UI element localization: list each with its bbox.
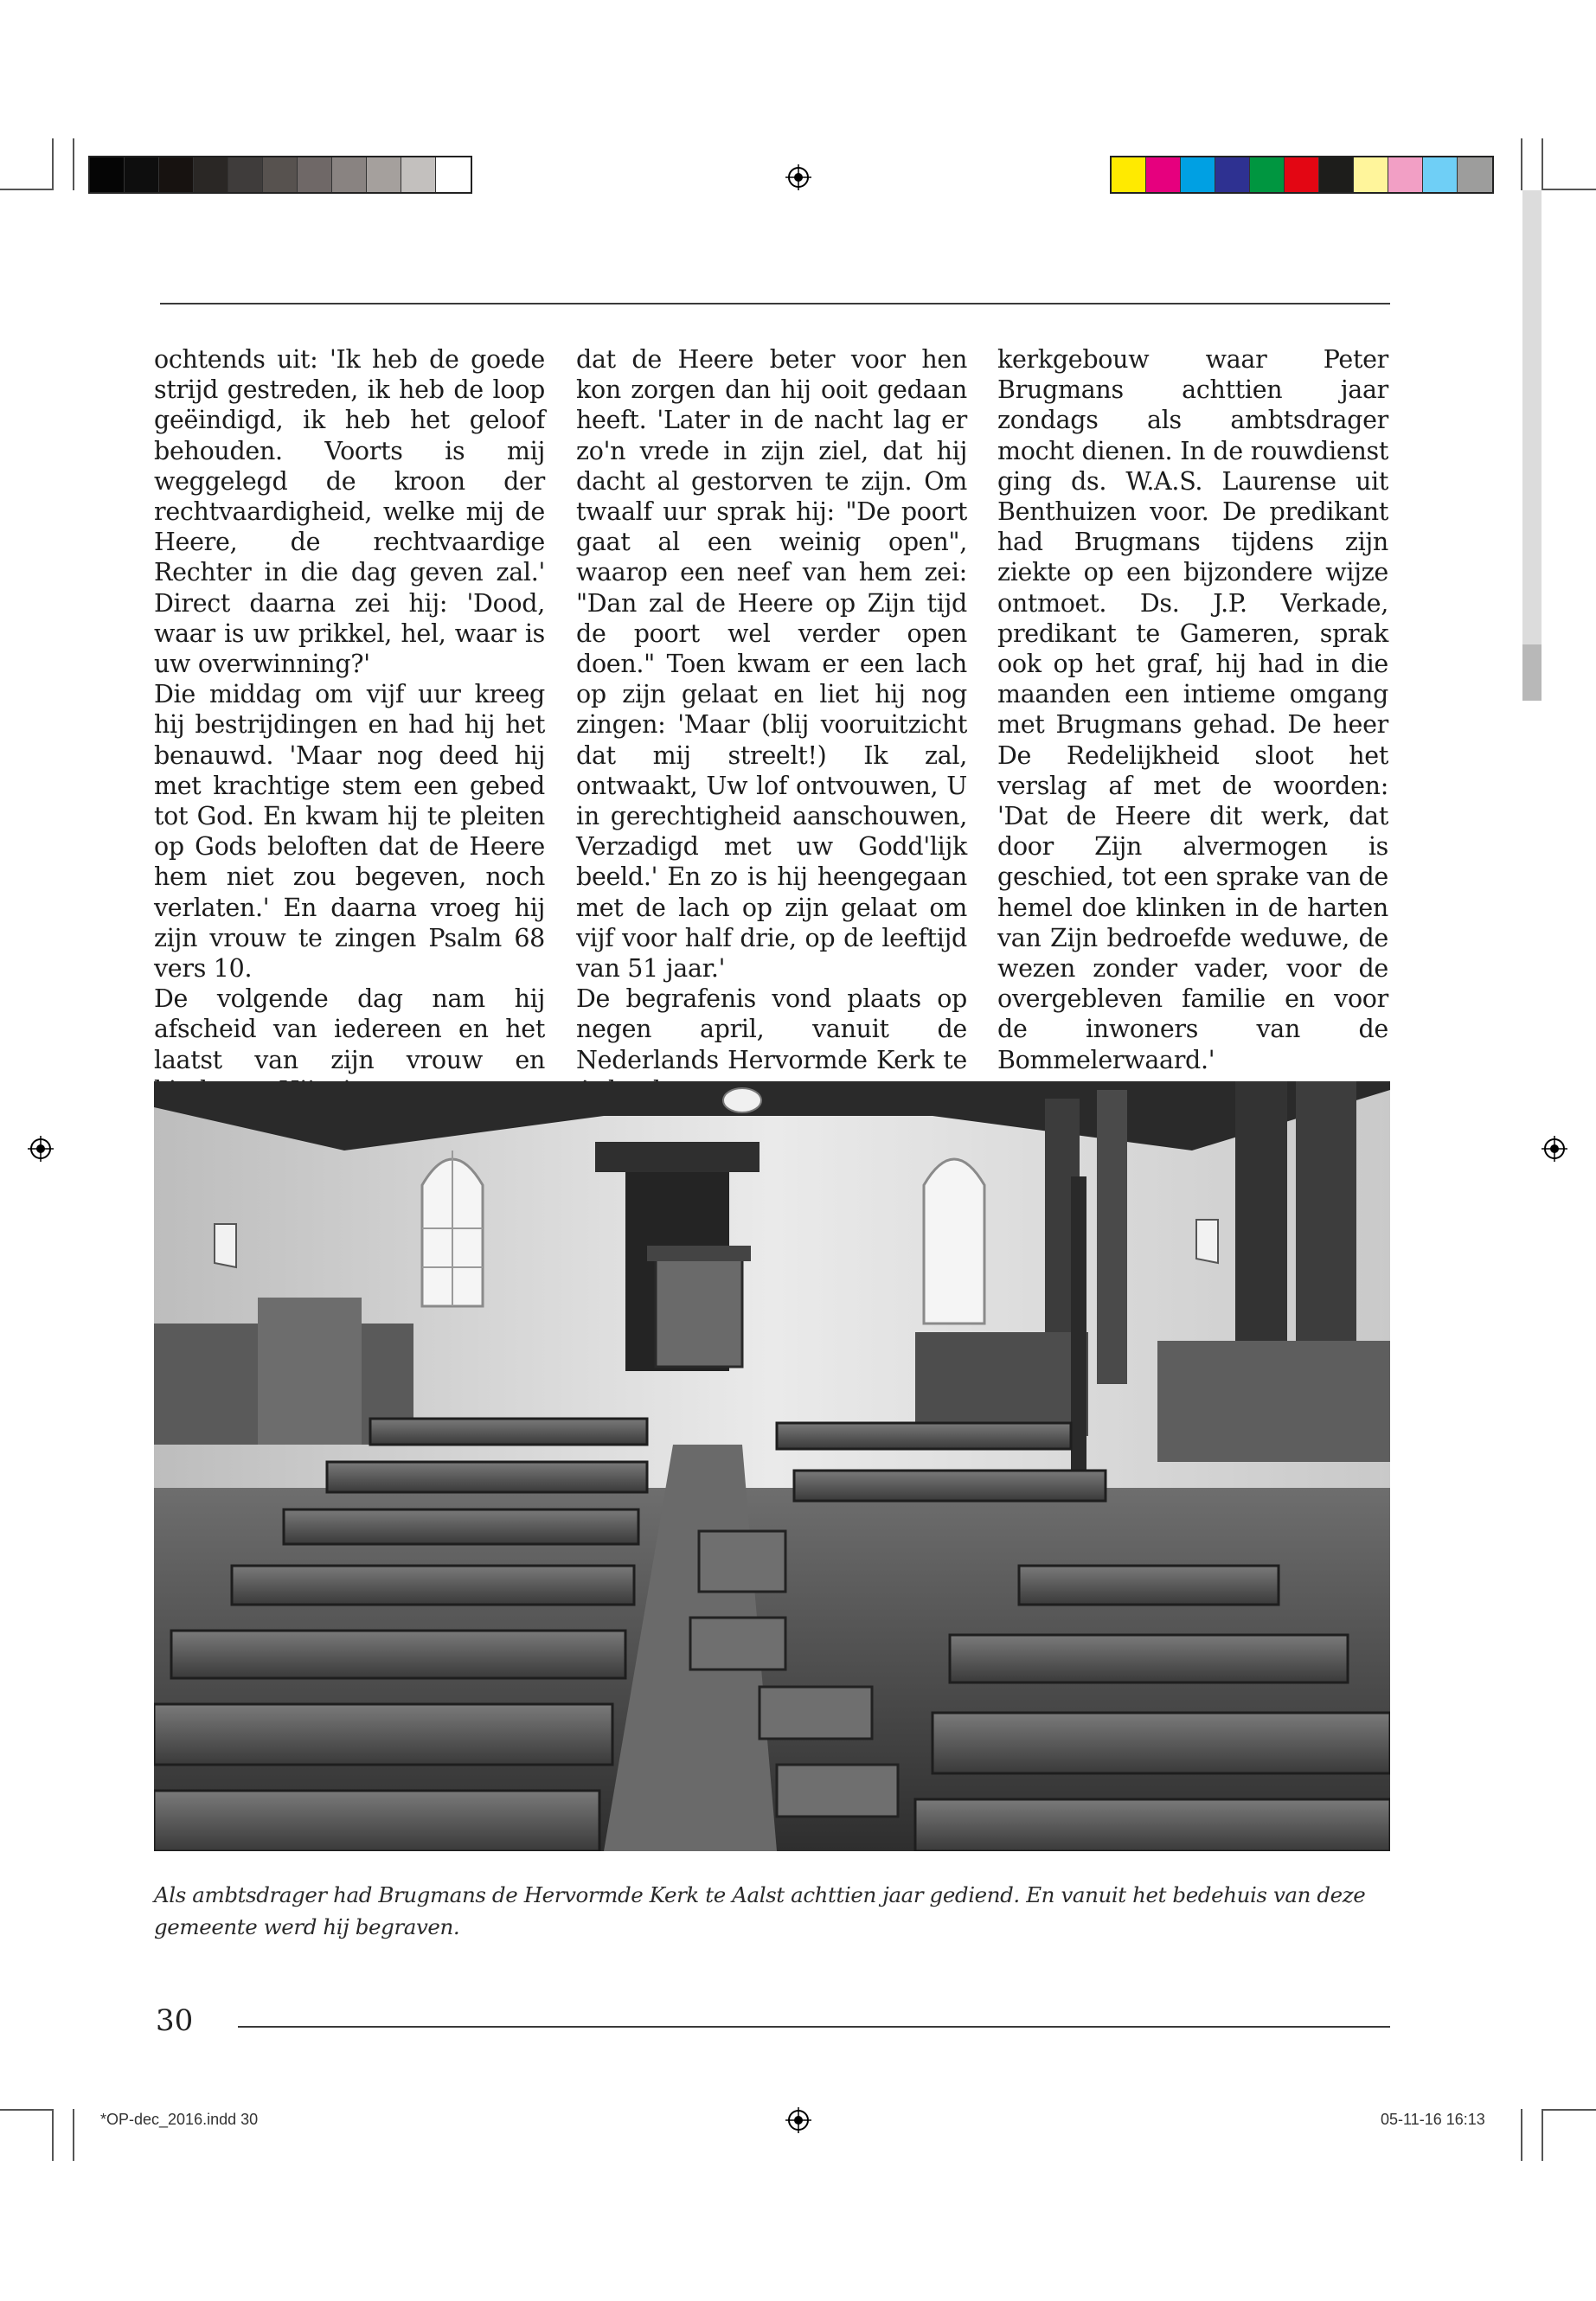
grayscale-swatch — [159, 157, 194, 192]
photo-caption: Als ambtsdrager had Brugmans de Hervormde Kerk te Aalst achttien jaar gediend. En vanuit het bedehuis van deze gemeente werd hij begraven. — [154, 1882, 1366, 1939]
crop-mark — [52, 2109, 54, 2161]
registration-mark-icon — [785, 164, 811, 190]
crop-mark — [1543, 2109, 1596, 2111]
crop-mark — [1542, 2109, 1543, 2161]
paragraph: kerkgebouw waar Peter Brugmans achttien jaar zondags als ambtsdrager mocht dienen. In de rouwdienst ging ds. W.A.S. Laurense uit Benthuizen voor. De predikant had Brugmans tijdens zijn ziekte op een bijzondere wijze ontmoet. Ds. J.P. Verkade, predikant te Gameren, sprak ook op het graf, hij had in die maanden een intieme omgang met Brugmans gehad. De heer De Redelijkheid sloot het verslag af met de woorden: 'Dat de Heere dit werk, dat door Zijn alvermogen is geschied, tot een sprake van de hemel doe klinken in de harten van Zijn bedroefde weduwe, de wezen zonder vader, voor de overgebleven familie en voor de inwoners van de Bommelerwaard.' — [997, 345, 1388, 1074]
process-color-bar — [1110, 156, 1494, 194]
process-color-swatch — [1285, 157, 1319, 192]
grayscale-swatch — [125, 157, 159, 192]
grayscale-color-bar — [88, 156, 472, 194]
process-color-swatch — [1354, 157, 1388, 192]
crop-mark — [1543, 189, 1596, 190]
process-color-swatch — [1388, 157, 1423, 192]
footer-rule — [238, 2026, 1390, 2028]
crop-mark — [0, 2109, 54, 2111]
grayscale-swatch — [367, 157, 401, 192]
grayscale-swatch — [332, 157, 367, 192]
paragraph: De begrafenis vond plaats op negen april, vanuit de Nederlands Hervormde Kerk te — [576, 984, 967, 1074]
crop-mark — [1521, 138, 1522, 190]
grayscale-swatch — [228, 157, 263, 192]
process-color-swatch — [1215, 157, 1250, 192]
process-color-swatch — [1319, 157, 1354, 192]
paragraph: ochtends uit: 'Ik heb de goede strijd gestreden, ik heb de loop geëindigd, ik heb het geloof behouden. Voorts is mij weggelegd de kroon der rechtvaardigheid, welke mij de Heere, de rechtvaardige Rechter in die dag geven zal.' Direct daarna zei hij: 'Dood, waar is uw prikkel, hel, waar is uw overwinning?' — [154, 345, 545, 679]
registration-mark-icon — [28, 1136, 54, 1162]
grayscale-swatch — [401, 157, 436, 192]
crop-mark — [73, 138, 74, 190]
registration-mark-icon — [1542, 1136, 1567, 1162]
paragraph: De volgende dag nam hij afscheid van iedereen en het laatst van zijn vrouw en — [154, 984, 545, 1074]
registration-mark-icon — [785, 2107, 811, 2133]
grayscale-swatch — [263, 157, 298, 192]
slug-timestamp: 05-11-16 16:13 — [1381, 2111, 1485, 2128]
grayscale-swatch — [90, 157, 125, 192]
grayscale-swatch — [298, 157, 332, 192]
paragraph: dat de Heere beter voor hen kon zorgen dan hij ooit gedaan heeft. 'Later in de nacht lag er zo'n vrede in zijn ziel, dat hij dacht al gestorven te zijn. Om twaalf uur sprak hij: "De poort gaat al een weinig open", waarop een neef van hem zei: "Dan zal de Heere op Zijn tijd de poort wel verder open doen." Toen kwam er een lach op zijn gelaat en liet hij nog zingen: 'Maar (blij vooruitzicht dat mij streelt!) Ik zal, ontwaakt, Uw lof ontvouwen, U in gerechtigheid aanschouwen, Verzadigd met uw Godd'lijk beeld.' En zo is hij heengegaan met de lach op zijn gelaat om vijf voor half drie, op de leeftijd van 51 jaar.' — [576, 345, 967, 984]
process-color-swatch — [1181, 157, 1215, 192]
church-interior-photo — [154, 1081, 1390, 1851]
process-color-swatch — [1146, 157, 1181, 192]
header-rule — [160, 303, 1390, 304]
crop-mark — [52, 138, 54, 190]
text-column-3 — [997, 344, 1388, 1075]
grayscale-swatch — [194, 157, 228, 192]
process-color-swatch — [1423, 157, 1458, 192]
process-color-swatch — [1250, 157, 1285, 192]
text-column-2 — [576, 344, 967, 1106]
slug-filename: *OP-dec_2016.indd 30 — [100, 2111, 259, 2128]
crop-mark — [1542, 138, 1543, 190]
process-color-swatch — [1112, 157, 1146, 192]
crop-mark — [73, 2109, 74, 2161]
page-number: 30 — [156, 2003, 194, 2038]
paragraph: Die middag om vijf uur kreeg hij bestrijdingen en had hij het benauwd. 'Maar nog deed hij met krachtige stem een gebed tot God. En kwam hij te pleiten op Gods beloften dat de Heere hem niet zou begeven, noch verlaten.' En daarna vroeg hij zijn vrouw te zingen Psalm 68 vers 10. — [154, 680, 545, 984]
grayscale-swatch — [436, 157, 471, 192]
scroll-thumb — [1522, 644, 1542, 701]
scroll-track — [1522, 190, 1542, 701]
crop-mark — [1521, 2109, 1522, 2161]
process-color-swatch — [1458, 157, 1492, 192]
crop-mark — [0, 189, 54, 190]
text-column-1 — [154, 344, 545, 1106]
